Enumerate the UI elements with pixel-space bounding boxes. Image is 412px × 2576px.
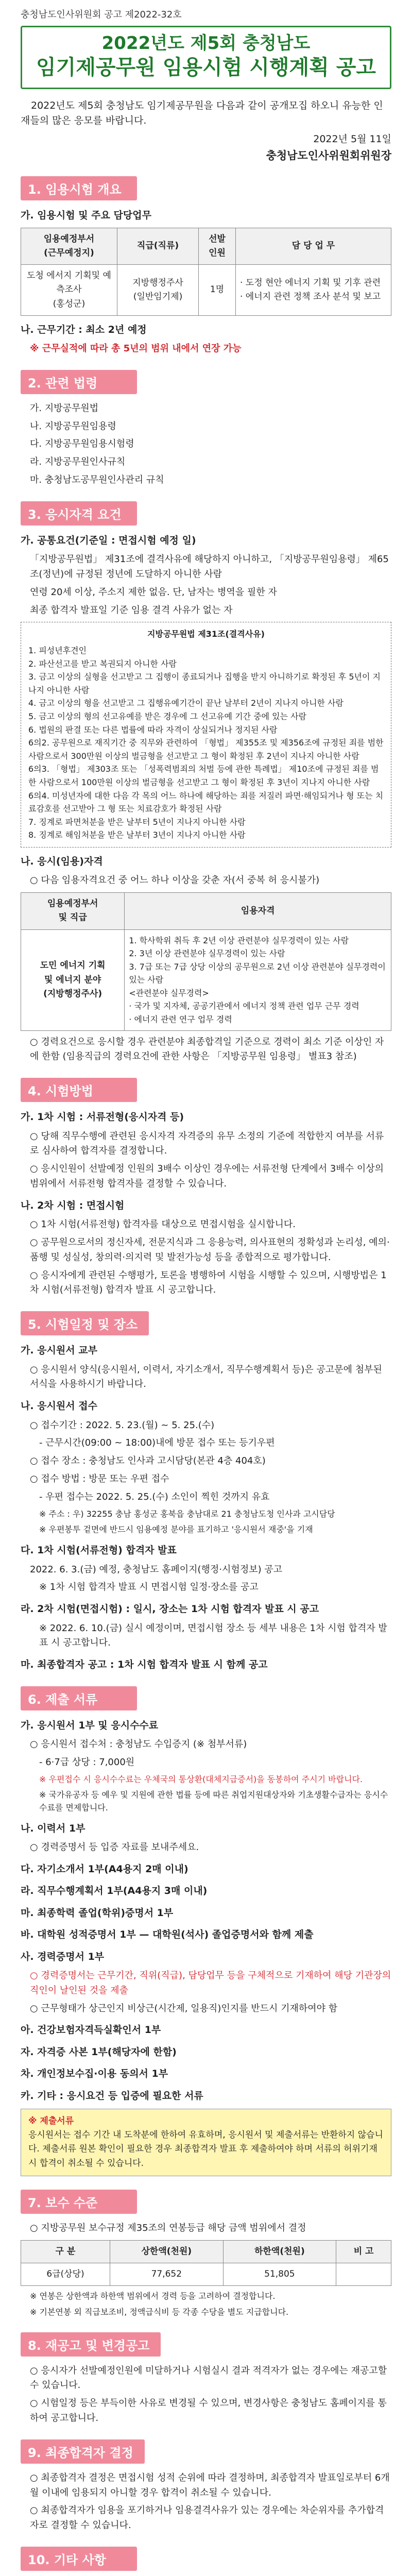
paragraph: - 우편 접수는 2022. 5. 25.(수) 소인이 찍힌 것까지 유효 [39, 1491, 270, 1502]
list-item: 6의2. 공무원으로 재직기간 중 직무와 관련하여 「형법」 제355조 및 제356조에 규정된 죄를 범한 사람으로서 300만원 이상의 벌금형을 선고받고 그 형이 확정된 후 2년이 지나지 아니한 사람 [28, 738, 384, 761]
paragraph: 연령 20세 이상, 주소지 제한 없음. 단, 남자는 병역을 필한 자 [30, 586, 277, 598]
list-item: 가. 지방공무원법 [30, 402, 99, 414]
paragraph: ○ 공무원으로서의 정신자세, 전문지식과 그 응용능력, 의사표현의 정확성과 논리성, 예의·품행 및 성실성, 창의력·의지력 및 발전가능성 등을 종합적으로 평가합니다. [30, 1237, 390, 1263]
list-item: 마. 충청남도공무원인사관리 규칙 [30, 474, 164, 486]
section-title: 5. 시험일정 및 장소 [21, 1311, 149, 1335]
list-item: 2. 파산선고를 받고 복권되지 아니한 사람 [28, 658, 177, 669]
paragraph: ○ 경력증명서 등 입증 자료를 보내주세요. [30, 1842, 199, 1853]
paragraph: ○ 다음 임용자격요건 중 어느 하나 이상을 갖춘 자(서 중복 허 응시불가) [30, 875, 320, 886]
sub-heading: 라. 직무수행계획서 1부(A4용지 3매 이내) [21, 1885, 208, 1897]
sub-heading: 자. 자격증 사본 1부(해당자에 한함) [21, 2046, 177, 2058]
note-text: ※ 근무실적에 따라 총 5년의 범위 내에서 연장 가능 [30, 343, 242, 354]
paragraph: ※ 2022. 6. 10.(금) 실시 예정이며, 면접시험 장소 등 세부 내용은 1차 시험 합격자 발표 시 공고합니다. [39, 1622, 387, 1649]
section-title: 4. 시험방법 [21, 1078, 137, 1102]
sub-heading: 차. 개인정보수집·이용 동의서 1부 [21, 2068, 168, 2080]
list-item: 4. 금고 이상의 형을 선고받고 그 집행유예기간이 끝난 날부터 2년이 지나지 아니한 사람 [28, 698, 344, 708]
section-eligibility [21, 501, 391, 1064]
paragraph: ○ 응시원서 접수처 : 충청남도 수입증지 (※ 첨부서류) [30, 1738, 247, 1750]
paragraph: ※ 우편봉투 겉면에 반드시 임용예정 분야를 표기하고 '응시원서 재중'을 기재 [39, 1524, 313, 1535]
paragraph: ○ 경력증명서는 근무기간, 직위(직급), 담당업무 등을 구체적으로 기재하여 해당 기관장의 직인이 날인된 것을 제출 [30, 1970, 391, 1996]
paragraph: ○ 시험일정 등은 부득이한 사유로 변경될 수 있으며, 변경사항은 충청남도 홈페이지를 통하여 공고합니다. [30, 2398, 387, 2424]
sub-heading: 나. 응시원서 접수 [21, 1400, 97, 1412]
section-title: 7. 보수 수준 [21, 2190, 137, 2214]
list-item: 다. 지방공무원임용시험령 [30, 438, 134, 450]
section-title: 8. 재공고 및 변경공고 [21, 2332, 161, 2357]
sub-heading: 마. 최종학력 졸업(학위)증명서 1부 [21, 1907, 174, 1919]
paragraph: ○ 지방공무원 보수규정 제35조의 연봉등급 해당 금액 범위에서 결정 [30, 2222, 306, 2233]
table-header: 담 당 업 무 [236, 228, 391, 264]
sub-heading: 가. 임용시험 및 주요 담당업무 [21, 210, 151, 222]
paragraph: 「지방공무원법」 제31조에 결격사유에 해당하지 아니하고, 「지방공무원임용령」 제65조(정년)에 규정된 정년에 도달하지 아니한 사람 [30, 554, 389, 580]
notice-number: 충청남도인사위원회 공고 제2022-32호 [21, 9, 182, 20]
list-item: 6의4. 미성년자에 대한 다음 각 목의 어느 하나에 해당하는 죄를 저질러 파면·해임되거나 형 또는 치료감호를 선고받아 그 형 또는 치료감호가 확정된 사람 [28, 790, 384, 814]
list-item: 7. 징계로 파면처분을 받은 날부터 5년이 지나지 아니한 사람 [28, 817, 246, 827]
list-item: 라. 지방공무원인사규칙 [30, 456, 126, 468]
section-overview [21, 176, 391, 357]
table-header: 구 분 [21, 2240, 110, 2263]
section-etc [21, 2547, 391, 2576]
paragraph: ○ 접수 방법 : 방문 또는 우편 접수 [30, 1473, 169, 1484]
table-row [21, 2263, 391, 2285]
table-header: 임용자격 [125, 893, 391, 929]
paragraph: ○ 응시자가 선발예정인원에 미달하거나 시험실시 결과 적격자가 없는 경우에는 재공고할 수 있습니다. [30, 2365, 387, 2391]
sub-heading: 라. 2차 시험(면접시험) : 일시, 장소는 1차 시험 합격자 발표 시 공고 [21, 1603, 319, 1615]
table-header: 직급(직류) [117, 228, 198, 264]
table-header: 선발 인원 [199, 228, 236, 264]
note-text: 응시원서는 접수 기간 내 도착분에 한하여 유효하며, 응시원서 및 제출서류는 반환하지 않습니다. 제출서류 원본 확인이 필요한 경우 최종합격자 발표 후 제출하여야 하며 서류의 허위기재 시 합격이 취소될 수 있습니다. [28, 2130, 383, 2168]
sub-heading: 나. 응시(임용)자격 [21, 855, 103, 867]
table-cell: 도청 에서지 기획및 예측조사 (홍성군) [21, 265, 117, 316]
sub-heading: 가. 응시원서 교부 [21, 1345, 97, 1357]
paragraph: ○ 접수기간 : 2022. 5. 23.(월) ~ 5. 25.(수) [30, 1419, 215, 1431]
section-title: 1. 임용시험 개요 [21, 176, 137, 200]
paragraph: ○ 응시원서 양식(응시원서, 이력서, 자기소개서, 직무수행계획서 등)은 공고문에 첨부된 서식을 사용하시기 바랍니다. [30, 1364, 382, 1390]
table-header: 임용예정부서 및 직급 [21, 893, 125, 929]
notice-date: 2022년 5월 11일 [313, 133, 391, 145]
section-title: 3. 응시자격 요건 [21, 501, 137, 526]
intro-text: 2022년도 제5회 충청남도 임기제공무원을 다음과 같이 공개모집 하오니 유능한 인재들의 많은 응모를 바랍니다. [21, 99, 383, 126]
table-header: 임용예정부서 (근무예정지) [21, 228, 117, 264]
paragraph: ○ 경력요건으로 응시할 경우 관련분야 최종합격일 기준으로 경력이 최소 기준 이상인 자에 한함 (임용직급의 경력요건에 관한 사항은 「지방공무원 임용령」 별표3 참조) [30, 1036, 384, 1062]
section-final-decision [21, 2439, 391, 2533]
table-cell: 6급(상당) [21, 2263, 110, 2285]
paragraph: ○ 응시인원이 선발예정 인원의 3배수 이상인 경우에는 서류전형 단계에서 3배수 이상의 범위에서 서류전형 합격자를 결정할 수 있습니다. [30, 1163, 384, 1190]
paragraph: ○ 접수 장소 : 충청남도 인사과 고시담당(본관 4층 404호) [30, 1455, 266, 1467]
qualification-table [21, 892, 391, 1031]
disqualification-box [21, 622, 391, 848]
paragraph: ○ 최종합격자 결정은 면접시험 성적 순위에 따라 결정하며, 최종합격자 발표일로부터 6개월 이내에 임용되지 아니할 경우 합격이 취소될 수 있습니다. [30, 2472, 390, 2498]
section-documents [21, 1686, 391, 2176]
note-title: ※ 제출서류 [28, 2116, 74, 2126]
section-schedule [21, 1311, 391, 1672]
paragraph: 2022. 6. 3.(금) 예정, 충청남도 홈페이지(행정·시험정보) 공고 [30, 1564, 283, 1575]
notice-org: 충청남도인사위원회위원장 [266, 149, 391, 162]
sub-heading: 가. 응시원서 1부 및 응시수수료 [21, 1719, 159, 1731]
sub-heading: 다. 자기소개서 1부(A4용지 2매 이내) [21, 1863, 188, 1875]
list-item: 8. 징계로 해임처분을 받은 날부터 3년이 지나지 아니한 사람 [28, 830, 246, 840]
sub-heading: 아. 건강보험자격득실확인서 1부 [21, 2024, 161, 2036]
sub-heading: 가. 1차 시험 : 서류전형(응시자격 등) [21, 1111, 184, 1123]
section-title: 6. 제출 서류 [21, 1686, 137, 1710]
list-item: 1. 피성년후견인 [28, 646, 87, 656]
list-item: 5. 금고 이상의 형의 선고유예를 받은 경우에 그 선고유예 기간 중에 있는 사람 [28, 711, 306, 722]
section-title: 9. 최종합격자 결정 [21, 2439, 145, 2464]
paragraph: ○ 당해 직무수행에 관련된 응시자격 자격증의 유무 소정의 기준에 적합한지 여부를 서류로 심사하여 합격자를 결정합니다. [30, 1130, 384, 1157]
sub-heading: 바. 대학원 성적증명서 1부 — 대학원(석사) 졸업증명서와 함께 제출 [21, 1929, 314, 1941]
table-cell: · 도정 현안 에너지 기획 및 기후 관련 · 에너지 관련 정책 조사 분석 및 보고 [236, 265, 391, 316]
section-title: 10. 기타 사항 [21, 2547, 137, 2571]
table-header: 비 고 [336, 2240, 391, 2263]
title-line1: 2022년도 제5회 충청남도 [101, 33, 311, 54]
sub-heading: 나. 근무기간 : 최소 2년 예정 [21, 324, 147, 335]
paragraph: ※ 주소 : 우) 32255 충남 홍성군 홍북읍 충남대로 21 충청남도청 인사과 고시담당 [39, 1509, 335, 1519]
paragraph: ※ 기본연봉 외 직급보조비, 정액급식비 등 각종 수당을 별도 지급합니다. [30, 2307, 289, 2317]
list-item: 6. 법원의 판결 또는 다른 법률에 따라 자격이 상실되거나 정지된 사람 [28, 724, 278, 735]
recruit-table [21, 228, 391, 316]
paragraph: ※ 우편접수 시 응시수수료는 우체국의 통상환(대체지급증서)을 동봉하여 주시기 바랍니다. [39, 1774, 363, 1784]
section-salary [21, 2190, 391, 2319]
paragraph: - 6·7급 상당 : 7,000원 [39, 1756, 135, 1768]
sub-heading: 사. 경력증명서 1부 [21, 1951, 105, 1962]
title-box [21, 26, 391, 89]
list-item: 6의3. 「형법」 제303조 또는 「성폭력범죄의 처벌 등에 관한 특례법」 제10조에 규정된 죄를 범한 사람으로서 100만원 이상의 벌금형을 선고받고 그 형이 확정된 후 3년이 지나지 아니한 사람 [28, 764, 379, 787]
sub-heading: 마. 최종합격자 공고 : 1차 시험 합격자 발표 시 함께 공고 [21, 1659, 268, 1671]
paragraph: 최종 합격자 발표일 기준 임용 결격 사유가 없는 자 [30, 604, 233, 616]
table-cell [336, 2263, 391, 2285]
table-row [21, 265, 391, 316]
sub-heading: 나. 2차 시험 : 면접시험 [21, 1199, 125, 1211]
table-header: 하한액(천원) [223, 2240, 336, 2263]
sub-heading: 다. 1차 시험(서류전형) 합격자 발표 [21, 1545, 177, 1556]
sub-heading: 카. 기타 : 응시요건 등 입증에 필요한 서류 [21, 2090, 203, 2102]
table-cell: 77,652 [110, 2263, 224, 2285]
paragraph: ○ 응시자에게 관련된 수행평가, 토론을 병행하여 시험을 시행할 수 있으며, 시행방법은 1차 시험(서류전형) 합격자 발표 시 공고합니다. [30, 1269, 387, 1296]
paragraph: ○ 1차 시험(서류전형) 합격자를 대상으로 면접시험을 실시합니다. [30, 1219, 296, 1230]
paragraph: ※ 국가유공자 등 예우 및 지원에 관한 법률 등에 따른 취업지원대상자와 기초생활수급자는 응시수수료를 면제합니다. [39, 1790, 388, 1813]
table-header: 상한액(천원) [110, 2240, 224, 2263]
salary-table [21, 2240, 391, 2286]
table-cell: 1. 학사학위 취득 후 2년 이상 관련분야 실무경력이 있는 사람 2. 3년 이상 관련분야 실무경력이 있는 사람 3. 7급 또는 7급 상당 이상의 공무원으로 2년 이상 관련분야 실무경력이 있는 사람 <관련분야 실무경력> · 국가 및 지자체, 공공기관에서 에너지 정책 관련 업무 근무 경력 · 에너지 관련 연구 업무 경력 [125, 929, 391, 1030]
section-title: 2. 관련 법령 [21, 370, 137, 394]
table-cell: 51,805 [223, 2263, 336, 2285]
table-cell: 도민 에너지 기획 및 에너지 분야 (지방행정주사) [21, 929, 125, 1030]
paragraph: ※ 1차 시험 합격자 발표 시 면접시험 일정·장소를 공고 [39, 1582, 259, 1593]
sub-heading: 가. 공통요건(기준일 : 면접시험 예정 일) [21, 534, 196, 546]
section-re-announcement [21, 2332, 391, 2426]
paragraph: ○ 최종합격자가 임용을 포기하거나 임용결격사유가 있는 경우에는 차순위자를 추가합격자로 결정할 수 있습니다. [30, 2505, 384, 2531]
table-cell: 1명 [199, 265, 236, 316]
list-item: 3. 금고 이상의 실형을 선고받고 그 집행이 종료되거나 집행을 받지 아니하기로 확정된 후 5년이 지나지 아니한 사람 [28, 672, 381, 695]
paragraph: - 근무시간(09:00 ~ 18:00)내에 방문 접수 또는 등기우편 [39, 1437, 275, 1449]
submission-note-box [21, 2109, 391, 2176]
table-row [21, 929, 391, 1030]
list-item: 나. 지방공무원임용령 [30, 420, 116, 432]
paragraph: ※ 연봉은 상한액과 하한액 범위에서 경력 등을 고려하여 결정합니다. [30, 2291, 276, 2301]
paragraph: ○ 근무형태가 상근인지 비상근(시간제, 일용직)인지를 반드시 기재하여야 함 [30, 2003, 338, 2014]
section-exam-method [21, 1078, 391, 1298]
table-cell: 지방행정주사 (일반임기제) [117, 265, 198, 316]
sub-heading: 나. 이력서 1부 [21, 1822, 85, 1834]
box-title: 지방공무원법 제31조(결격사유) [147, 629, 265, 639]
section-laws [21, 370, 391, 488]
title-line2: 임기제공무원 임용시험 시행계획 공고 [36, 55, 376, 79]
